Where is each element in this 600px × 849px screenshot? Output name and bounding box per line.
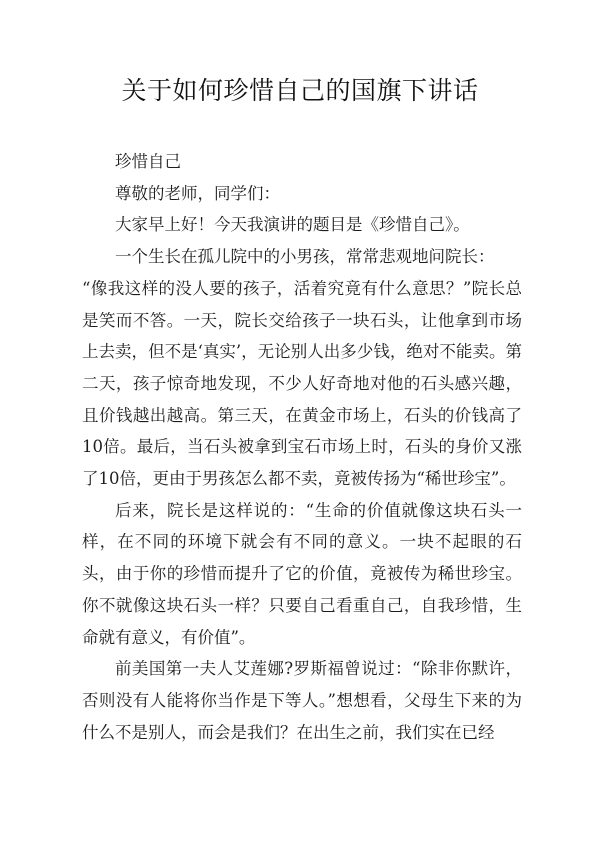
- paragraph-story-body: “像我这样的没人要的孩子，活着究竟有什么意思？”院长总是笑而不答。一天，院长交给孩子一块石头，让他拿到市场上去卖，但不是‘真实’，无论别人出多少钱，绝对不能卖。第二天，孩子惊奇地发现，不少人好奇地对他的石头感兴趣，且价钱越出越高。第三天，在黄金市场上，石头的价钱高了10倍。最后，当石头被拿到宝石市场上时，石头的身价又涨了10倍，更由于男孩怎么都不卖，竟被传扬为“稀世珍宝”。: [82, 278, 522, 489]
- paragraph-greeting: 大家早上好！今天我演讲的题目是《珍惜自己》。: [115, 215, 470, 235]
- document-title: 关于如何珍惜自己的国旗下讲话: [121, 76, 479, 105]
- document-body: [82, 146, 522, 748]
- paragraph-salutation: 尊敬的老师，同学们：: [115, 183, 280, 203]
- paragraph-roosevelt-quote: 前美国第一夫人艾莲娜?罗斯福曾说过：“除非你默许，否则没有人能将你当作是下等人。”想想看，父母生下来的为什么不是别人，而会是我们？在出生之前，我们实在已经: [82, 659, 522, 742]
- paragraph-subtitle: 珍惜自己: [115, 152, 181, 171]
- paragraph-story-intro: 一个生长在孤儿院中的小男孩，常常悲观地问院长：: [115, 247, 495, 267]
- paragraph-director-quote: 后来，院长是这样说的：“生命的价值就像这块石头一样，在不同的环境下就会有不同的意义。一块不起眼的石头，由于你的珍惜而提升了它的价值，竟被传为稀世珍宝。你不就像这块石头一样？只要自己看重自己，自我珍惜，生命就有意义，有价值”。: [82, 500, 522, 647]
